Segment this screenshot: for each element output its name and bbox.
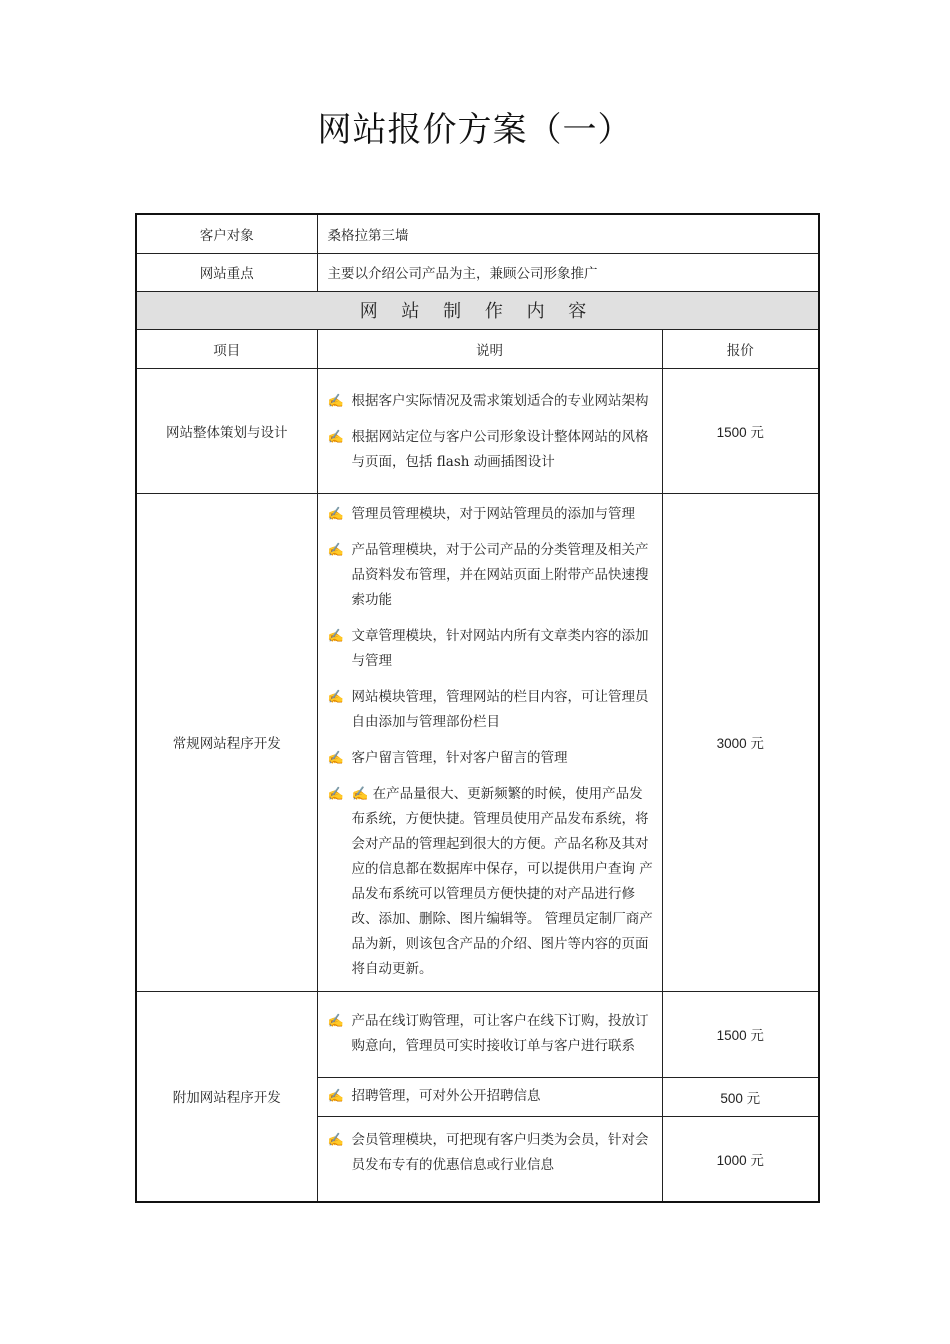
page-title: 网站报价方案（一） [317,110,633,150]
row-description [317,1116,662,1202]
table-row [136,368,819,493]
focus-label: 网站重点 [136,253,317,291]
list-item: ✍ 客户留言管理，针对客户留言的管理 [328,746,654,771]
row-description [317,493,662,991]
row-price: 1500 元 [662,991,819,1077]
list-item: ✍ 管理员管理模块，对于网站管理员的添加与管理 [328,502,654,527]
row-description [317,368,662,493]
list-item: ✍ 根据客户实际情况及需求策划适合的专业网站架构 [328,389,654,414]
column-header-price: 报价 [662,329,819,368]
client-label: 客户对象 [136,214,317,253]
row-description [317,991,662,1077]
pen-bullet-icon: ✍ [327,1132,344,1148]
pen-bullet-icon: ✍ [327,1014,344,1029]
pen-bullet-icon: ✍ [327,690,344,705]
pen-bullet-icon: ✍ [327,629,344,644]
focus-value: 主要以介绍公司产品为主，兼顾公司形象推广 [317,253,819,291]
pen-bullet-icon: ✍ [327,751,344,766]
section-heading-row [136,291,819,329]
row-item: 网站整体策划与设计 [136,368,317,493]
column-header-row [136,329,819,368]
list-item: ✍ 招聘管理，可对外公开招聘信息 [328,1084,654,1109]
pen-bullet-icon: ✍ [327,787,344,802]
row-description [317,1077,662,1116]
list-item: ✍ 网站模块管理，管理网站的栏目内容，可让管理员自由添加与管理部份栏目 [328,685,654,735]
row-price: 1500 元 [662,368,819,493]
list-item: ✍ 产品管理模块，对于公司产品的分类管理及相关产品资料发布管理，并在网站页面上附带产品快速搜索功能 [328,538,654,613]
pen-bullet-icon: ✍ [327,543,344,558]
focus-row [136,253,819,291]
list-item: ✍ 根据网站定位与客户公司形象设计整体网站的风格与页面，包括 flash 动画插图设计 [328,425,654,475]
row-price: 3000 元 [662,493,819,991]
client-value: 桑格拉第三墙 [317,214,819,253]
pen-bullet-icon: ✍ [327,507,344,522]
table-row [136,991,819,1077]
row-item: 附加网站程序开发 [136,991,317,1202]
section-heading: 网 站 制 作 内 容 [136,291,819,329]
table-row [136,493,819,991]
column-header-desc: 说明 [317,329,662,368]
pen-bullet-icon: ✍ [327,429,344,445]
column-header-item: 项目 [136,329,317,368]
list-item: ✍ 产品在线订购管理，可让客户在线下订购，投放订购意向，管理员可实时接收订单与客户进行联系 [328,1009,654,1059]
row-item: 常规网站程序开发 [136,493,317,991]
row-price: 1000 元 [662,1116,819,1202]
list-item: ✍ 会员管理模块，可把现有客户归类为会员，针对会员发布专有的优惠信息或行业信息 [328,1128,654,1178]
list-item: ✍ ✍ 在产品量很大、更新频繁的时候，使用产品发布系统，方便快捷。管理员使用产品发布系统，将会对产品的管理起到很大的方便。产品名称及其对应的信息都在数据库中保存，可以提供用户查询 产品发布系统可以管理员方便快捷的对产品进行修改、添加、删除、图片编辑等。 管理员定制厂商产品为新，则该包含产品的介绍、图片等内容的页面将自动更新。 [328,782,654,982]
pen-bullet-icon: ✍ [327,393,344,409]
list-item: ✍ 文章管理模块，针对网站内所有文章类内容的添加与管理 [328,624,654,674]
client-row [136,214,819,253]
pen-bullet-icon: ✍ [327,1089,344,1104]
row-price: 500 元 [662,1077,819,1116]
quote-table [135,213,820,1203]
